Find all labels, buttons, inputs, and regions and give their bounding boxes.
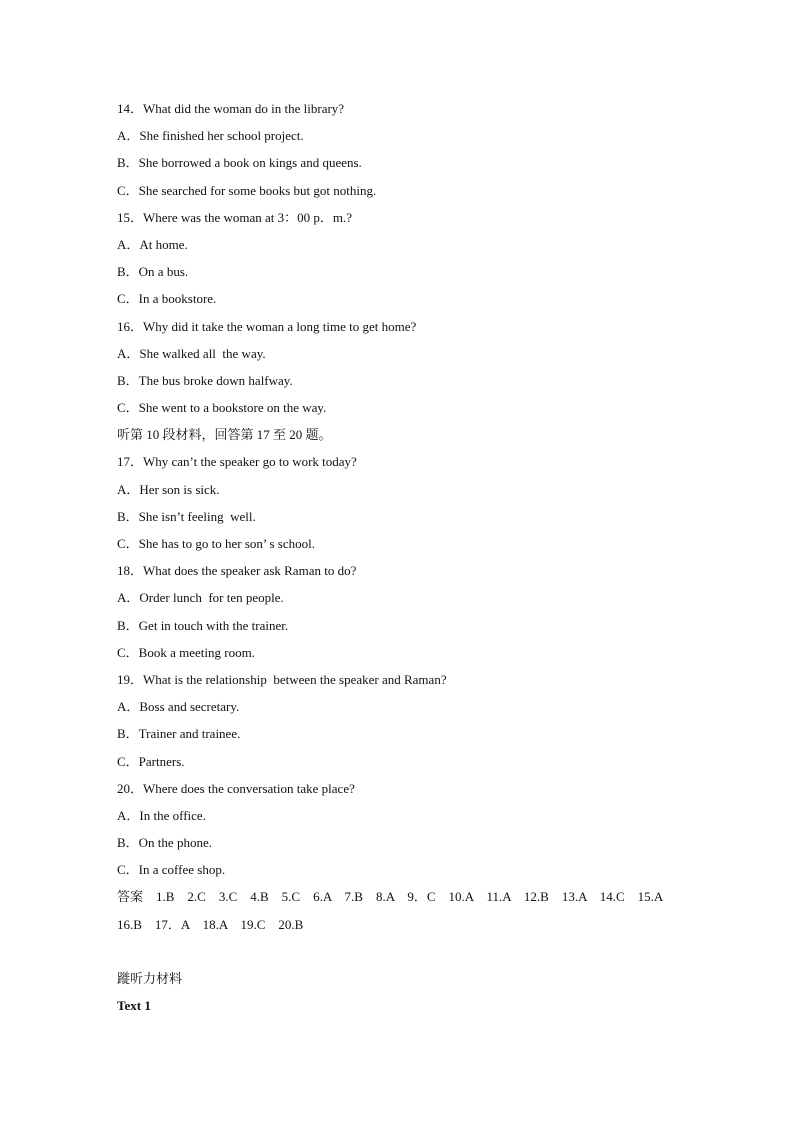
answer-option: C．She searched for some books but got nothing. [117,182,377,198]
answer-option: C．Partners. [117,753,185,769]
answer-option: A．She walked all the way. [117,345,266,361]
blank-line [117,938,717,965]
question-stem: 14．What did the woman do in the library? [117,101,345,116]
answer-option: C．In a bookstore. [117,291,217,307]
answer-option: C．She has to go to her son’ s school. [117,536,315,551]
answer-option: B．Get in touch with the trainer. [117,617,289,633]
question-stem: 15．Where was the woman at 3：00 p．m.? [117,209,353,225]
question-stem: 16．Why did it take the woman a long time to get home? [117,318,417,334]
text-title: Text 1 [117,997,151,1013]
answer-option: A．Boss and secretary. [117,699,240,715]
answer-option: A．At home. [117,236,188,252]
answer-option: A．Order lunch for ten people. [117,590,284,606]
answer-option: C．She went to a bookstore on the way. [117,400,327,416]
answer-option: C．In a coffee shop. [117,862,226,878]
transcript-heading: 蹝听力材料 [117,970,183,986]
answer-option: A．Her son is sick. [117,481,220,497]
question-stem: 18．What does the speaker ask Raman to do? [117,563,357,579]
answer-option: B．The bus broke down halfway. [117,372,293,388]
answer-option: B．On the phone. [117,835,212,851]
answer-option: A．In the office. [117,807,206,823]
question-stem: 20．Where does the conversation take place? [117,780,355,796]
question-stem: 19．What is the relationship between the speaker and Raman? [117,671,447,687]
section-instruction: 听第 10 段材料，回答第 17 至 20 题。 [117,427,332,443]
answer-option: C．Book a meeting room. [117,644,255,660]
answer-option: B．She isn’t feeling well. [117,508,256,524]
answer-option: B．On a bus. [117,264,189,280]
answer-key: 答案 1.B 2.C 3.C 4.B 5.C 6.A 7.B 8.A 9．C 10.A 11.A 12.B 13.A 14.C 15.A 16.B 17．A 18.A 19.C 20.B [117,889,676,932]
answer-option: A．She finished her school project. [117,128,304,144]
answer-option: B．She borrowed a book on kings and queens. [117,155,362,171]
question-stem: 17．Why can’t the speaker go to work today? [117,454,357,470]
answer-option: B．Trainer and trainee. [117,726,241,742]
document-page [117,95,717,1019]
